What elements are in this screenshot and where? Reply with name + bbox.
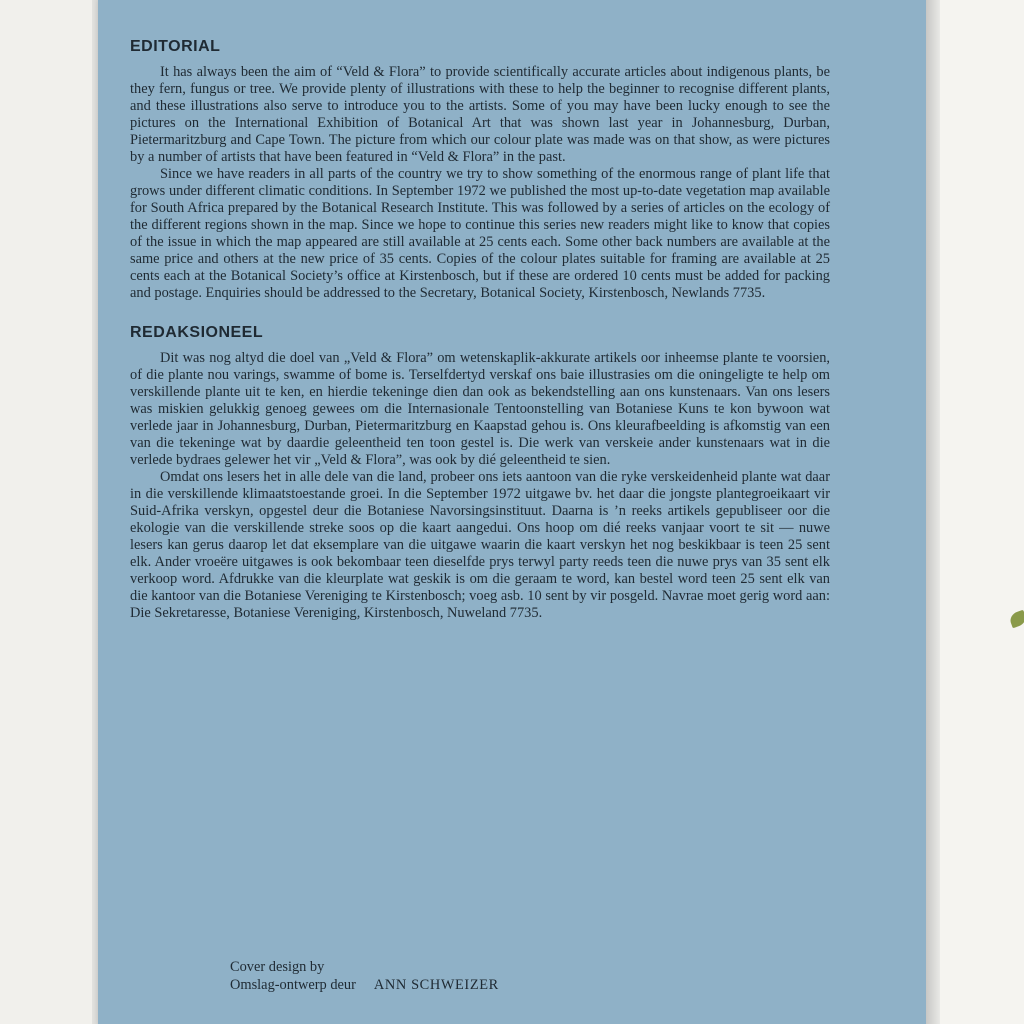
redaksioneel-paragraph-2: Omdat ons lesers het in alle dele van die land, probeer ons iets aantoon van die ryke verskeidenheid plante wat daar in die verskillende klimaatstoestande groei. In die September 1972 uitgawe bv. het daar die jongste plantegroeikaart vir Suid-Afrika verskyn, opgestel deur die Botaniese Navorsingsinstituut. Daarna is ’n reeks artikels gepubliseer oor die ekologie van die verskillende streke soos op die kaart aangedui. Ons hoop om dié reeks vanjaar voort te sit — nuwe lesers kan gerus daarop let dat eksemplare van die uitgawe waarin die kaart verskyn het nog beskikbaar is teen 25 sent elk. Ander vroeëre uitgawes is ook bekombaar teen dieselfde prys terwyl party reeds teen die nuwe prys van 35 sent elk verkoop word. Afdrukke van die kleurplate wat geskik is om die geraam te word, kan bestel word teen 25 sent elk van die kantoor van die Botaniese Vereniging te Kirstenbosch; voeg asb. 10 sent by vir posgeld. Navrae moet gerig word aan: Die Sekretaresse, Botaniese Vereniging, Kirstenbosch, Nuweland 7735. (130, 469, 830, 621)
underlying-page (940, 0, 1024, 1024)
credit-line-english: Cover design by (230, 959, 325, 975)
editorial-paragraph-2: Since we have readers in all parts of the country we try to show something of the enormous range of plant life that grows under different climatic conditions. In September 1972 we published the most up-to-date vegetation map available for South Africa prepared by the Botanical Research Institute. This was followed by a series of articles on the ecology of the different regions shown in the map. Since we hope to continue this series new readers might like to know that copies of the issue in which the map appeared are still available at 25 cents each. Some other back numbers are available at the same price and others at the new price of 35 cents. Copies of the colour plates suitable for framing are available at 25 cents each at the Botanical Society’s office at Kirstenbosch, but if these are ordered 10 cents must be added for packing and postage. Enquiries should be addressed to the Secretary, Botanical Society, Kirstenbosch, Newlands 7735. (130, 166, 830, 301)
credit-artist-name: ANN SCHWEIZER (373, 977, 499, 993)
page-content (130, 38, 830, 622)
redaksioneel-heading: REDAKSIONEEL (130, 324, 264, 341)
editorial-section (130, 38, 830, 302)
redaksioneel-section (130, 324, 830, 622)
editorial-paragraph-1: It has always been the aim of “Veld & Flora” to provide scientifically accurate articles about indigenous plants, be they fern, fungus or tree. We provide plenty of illustrations with these to help the beginner to recognise different plants, and these illustrations also serve to introduce you to the artists. Some of you may have been lucky enough to see the pictures on the International Exhibition of Botanical Art that was shown last year in Johannesburg, Durban, Pietermaritzburg and Cape Town. The picture from which our colour plate was made was on that show, as were pictures by a number of artists that have been featured in “Veld & Flora” in the past. (130, 64, 830, 165)
redaksioneel-paragraph-1: Dit was nog altyd die doel van „Veld & Flora” om wetenskaplik-akkurate artikels oor inheemse plante te voorsien, of die plante nou varings, swamme of bome is. Terselfdertyd verskaf ons baie illustrasies om die oningeligte te help om verskillende plante uit te ken, en hierdie tekeninge dien dan ook as bekendstelling aan ons kunstenaars. Van ons lesers was miskien gelukkig genoeg gewees om die Internasionale Tentoonstelling van Botaniese Kuns te kon bywoon wat verlede jaar in Johannesburg, Durban, Pietermaritzburg en Kaapstad gehou is. Ons kleurafbeelding is afkomstig van een van die tekeninge wat by daardie geleentheid ten toon gestel is. Die werk van verskeie ander kunstenaars wat in die verlede bydraes gelewer het vir „Veld & Flora”, was ook by dié geleentheid te sien. (130, 350, 830, 468)
cover-credit (230, 958, 499, 994)
credit-line-afrikaans: Omslag-ontwerp deur (230, 977, 356, 993)
page-edge (926, 0, 940, 1024)
credit-row (230, 976, 499, 994)
editorial-heading: EDITORIAL (130, 38, 221, 55)
